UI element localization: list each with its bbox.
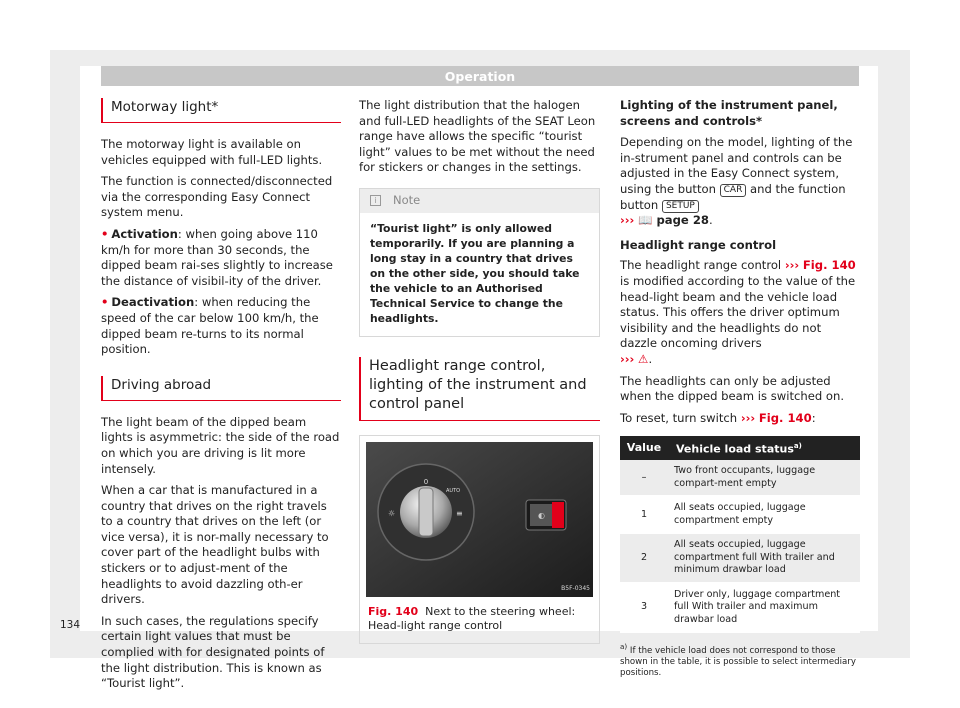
table-row [620, 460, 860, 496]
heading-instrument-lighting: Lighting of the instrument panel, screens and controls* [620, 98, 838, 128]
heading-headlight-range-control: Headlight range control [620, 237, 777, 252]
bullet-deactivation [101, 295, 341, 357]
deactivation-label: Deactivation [111, 295, 195, 310]
column-right [620, 98, 860, 685]
paragraph-reset [620, 411, 860, 427]
bullet-icon: • [101, 226, 109, 241]
heading-motorway-light: Motorway light* [101, 98, 341, 123]
setup-key-icon: SETUP [662, 200, 699, 213]
bullet-activation [101, 227, 341, 289]
page-number: 134 [60, 619, 81, 631]
text: Depending on the model, lighting of the in-strument panel and controls can be adjusted in the Easy Connect system, using the button [620, 135, 853, 196]
knob-grip [419, 488, 433, 536]
figure-image [366, 442, 593, 597]
table-row [620, 533, 860, 583]
car-key-icon: CAR [720, 184, 747, 197]
header-text: Vehicle load status [676, 442, 794, 456]
heading-driving-abroad: Driving abroad [101, 376, 341, 401]
text: : [811, 410, 816, 425]
column-middle [359, 98, 600, 644]
info-icon: i [370, 195, 381, 206]
light-switch-illustration [366, 442, 593, 597]
note-box [359, 188, 600, 337]
arrow-icon: ››› [784, 258, 800, 273]
footnote-marker: a) [620, 642, 628, 652]
header-title: Operation [444, 69, 516, 84]
paragraph-instrument-lighting [620, 135, 860, 229]
parking-light-icon: ≡ [456, 508, 463, 518]
paragraph: The function is connected/disconnected via the corresponding Easy Connect system menu. [101, 174, 333, 220]
text: and the function button [620, 181, 846, 212]
cell-status: Two front occupants, luggage compart-ment empty [668, 460, 860, 496]
figure-140 [359, 435, 600, 644]
paragraph: The headlights can only be adjusted when the dipped beam is switched on. [620, 373, 845, 404]
table-header-row [620, 436, 860, 460]
cell-value: – [620, 460, 668, 496]
deactivation-text: : when reducing the speed of the car below 100 km/h, the dipped beam re-turns to its normal position. [101, 295, 319, 357]
text: The headlight range control [620, 258, 785, 273]
headlight-range-icon: ◐ [538, 510, 545, 520]
warning-icon: ⚠ [638, 351, 649, 366]
note-text: “Tourist light” is only allowed temporarily. If you are planning a long stay in a country that drives on the other side, you should take the vehicle to an Authorised Technical Service to change the headlights. [370, 221, 580, 325]
figure-caption-text: Next to the steering wheel: Head-light range control [368, 604, 576, 632]
footnote-text: If the vehicle load does not correspond to those shown in the table, it is possible to select intermediary positions. [620, 646, 856, 679]
cell-value: 3 [620, 583, 668, 633]
load-status-table [620, 436, 860, 633]
arrow-icon: ››› [620, 213, 635, 228]
note-header [360, 189, 599, 213]
cell-value: 2 [620, 533, 668, 583]
cell-status: All seats occupied, luggage compartment empty [668, 496, 860, 533]
activation-label: Activation [111, 226, 178, 241]
arrow-icon: ››› [620, 351, 635, 366]
text: . [648, 351, 653, 366]
bullet-icon: • [101, 295, 109, 310]
paragraph: When a car that is manufactured in a country that drives on the right travels to a country that drives on the left (or vice versa), it is nor-mally necessary to cover part of the headlight bulbs with stickers or to adjust-ment of the headlights to avoid dazzling oth-er drivers. [101, 483, 329, 607]
figure-ref[interactable]: Fig. 140 [802, 258, 856, 273]
footnote-marker: a) [793, 442, 802, 451]
page-ref[interactable]: page 28 [652, 213, 709, 228]
figure-code: B5F-0345 [561, 584, 590, 592]
fog-light-icon: ☼ [388, 508, 396, 518]
range-control-wheel[interactable] [552, 502, 564, 528]
figure-caption [360, 603, 599, 643]
arrow-icon: ››› [740, 410, 756, 425]
dial-auto: AUTO [446, 487, 461, 494]
figure-ref[interactable]: Fig. 140 [758, 410, 812, 425]
cell-value: 1 [620, 496, 668, 533]
table-header-value: Value [620, 436, 668, 460]
paragraph: The motorway light is available on vehicles equipped with full-LED lights. [101, 137, 323, 167]
cell-status: Driver only, luggage compartment full With trailer and maximum drawbar load [668, 583, 860, 633]
column-left [101, 98, 341, 698]
text: To reset, turn switch [620, 410, 741, 425]
text: is modified according to the value of the head-light beam and the vehicle load status. This offers the driver optimum visibility and the headlights do not dazzle oncoming drivers [620, 273, 856, 351]
paragraph: In such cases, the regulations specify certain light values that must be complied with for designated points of the light distribution. This is known as “Tourist light”. [101, 613, 325, 691]
heading-headlight-range: Headlight range control, lighting of the instrument and control panel [359, 357, 600, 421]
dial-zero: 0 [423, 477, 429, 486]
paragraph: The light beam of the dipped beam lights is asymmetric: the side of the road on which you are driving is lit more intensely. [101, 414, 340, 476]
book-icon: 📖 [638, 213, 653, 228]
figure-label: Fig. 140 [368, 604, 419, 618]
header-bar [101, 66, 859, 86]
table-footnote [620, 641, 860, 679]
paragraph-range-control [620, 258, 860, 367]
text: . [708, 213, 713, 228]
table-row [620, 583, 860, 633]
activation-text: : when going above 110 km/h for more than 30 seconds, the dipped beam rai-ses slightly to increase the distance of visibil-ity of the driver. [101, 226, 333, 288]
note-label: Note [393, 193, 421, 208]
table-row [620, 496, 860, 533]
table-header-status [668, 436, 860, 460]
paragraph: The light distribution that the halogen and full-LED headlights of the SEAT Leon range have allows the specific “tourist light” values to be met without the need for stickers or changes in the settings. [359, 98, 596, 175]
cell-status: All seats occupied, luggage compartment full With trailer and minimum drawbar load [668, 533, 860, 583]
